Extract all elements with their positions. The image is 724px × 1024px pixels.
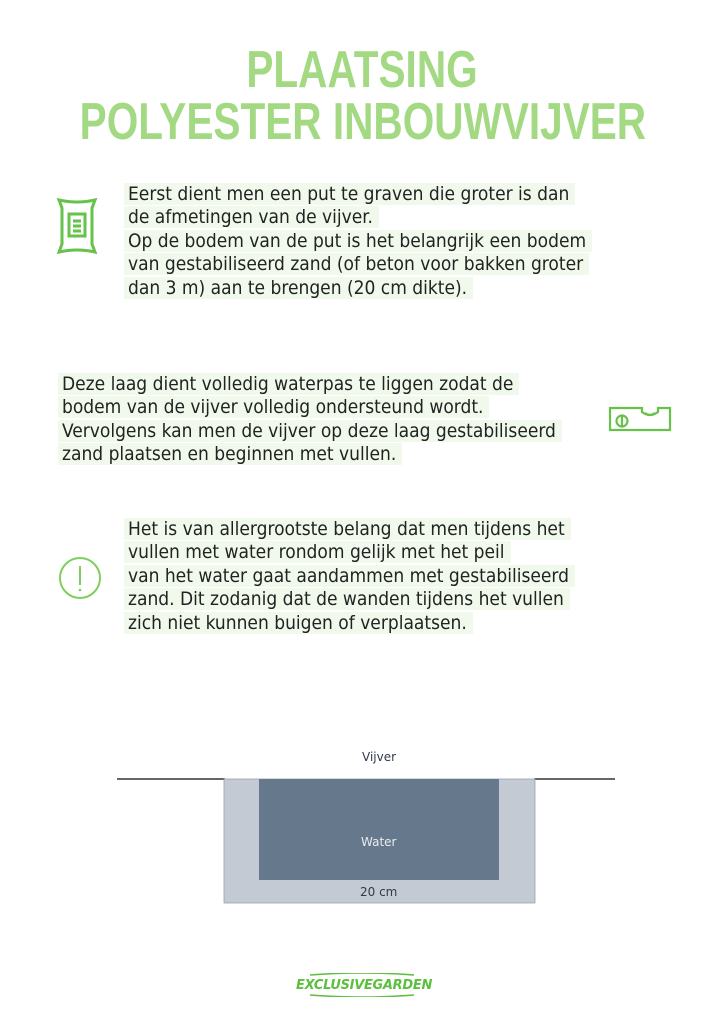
exclusivegarden-logo: [296, 978, 433, 993]
text-line: van het water gaat aandammen met gestabiliseerd: [124, 565, 575, 587]
text-line: Op de bodem van de put is het belangrijk een bodem: [124, 230, 592, 252]
text-line: bodem van de vijver volledig ondersteund wordt.: [58, 396, 489, 418]
warning-icon: [58, 556, 102, 605]
logo-text: EXCLUSIVEGARDEN: [296, 978, 433, 993]
water-area: [259, 779, 499, 880]
sand-bag-icon: [56, 196, 98, 261]
section-excavation-text: [124, 183, 592, 300]
text-line: zand. Dit zodanig dat de wanden tijdens het vullen: [124, 588, 570, 610]
title-line-2: POLYESTER INBOUWVIJVER: [79, 93, 647, 151]
title-line-1: PLAATSING: [246, 41, 478, 99]
section-level-text: [58, 373, 562, 467]
text-line: vullen met water rondom gelijk met het peil: [124, 541, 511, 563]
page-title: [79, 41, 647, 151]
spirit-level-icon: [608, 406, 672, 437]
text-line: de afmetingen van de vijver.: [124, 206, 379, 228]
text-line: Vervolgens kan men de vijver op deze laag gestabiliseerd: [58, 420, 562, 442]
pond-label: Vijver: [362, 750, 397, 764]
section-filling-text: [124, 518, 575, 635]
thickness-label: 20 cm: [360, 885, 398, 899]
text-line: Het is van allergrootste belang dat men tijdens het: [124, 518, 571, 540]
text-line: van gestabiliseerd zand (of beton voor bakken groter: [124, 253, 589, 275]
water-label: Water: [361, 835, 397, 849]
text-line: Eerst dient men een put te graven die groter is dan: [124, 183, 575, 205]
text-line: zich niet kunnen buigen of verplaatsen.: [124, 612, 473, 634]
text-line: zand plaatsen en beginnen met vullen.: [58, 443, 402, 465]
text-line: Deze laag dient volledig waterpas te liggen zodat de: [58, 373, 519, 395]
pond-cross-section-diagram: [0, 740, 724, 920]
text-line: dan 3 m) aan te brengen (20 cm dikte).: [124, 277, 473, 299]
